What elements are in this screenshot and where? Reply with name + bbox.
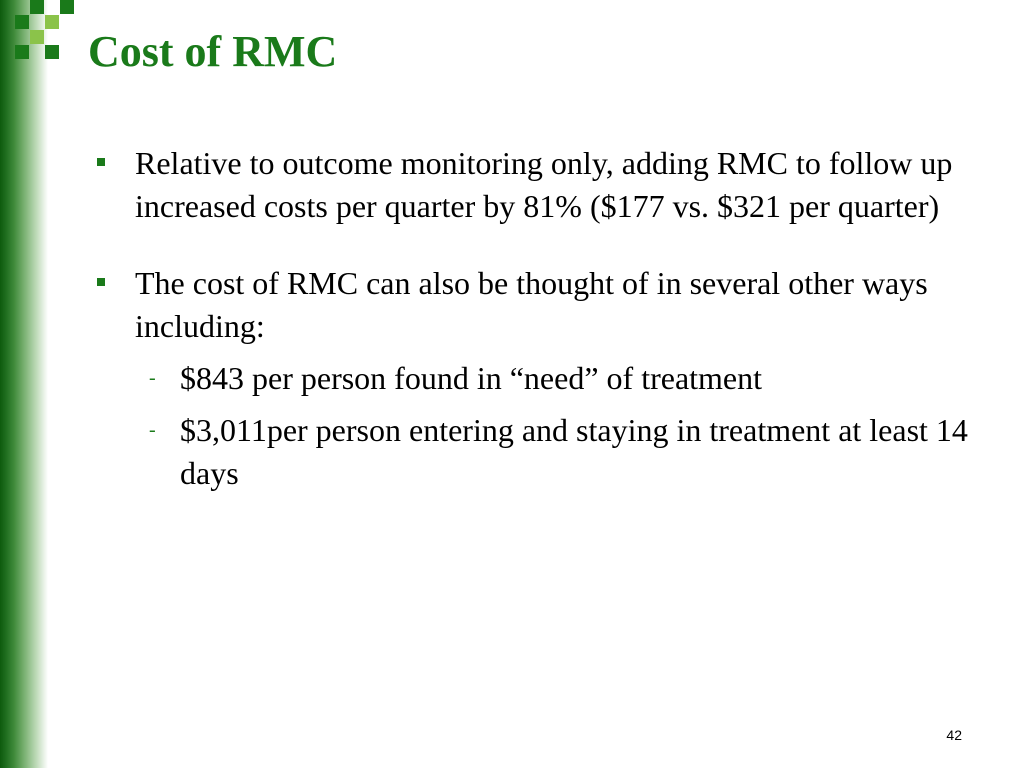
checker-logo-icon <box>0 0 90 70</box>
square-bullet-icon <box>97 158 105 166</box>
sub-list <box>135 357 976 495</box>
slide-body <box>96 142 976 504</box>
dash-marker: - <box>149 419 156 441</box>
dash-marker: - <box>149 367 156 389</box>
sub-item <box>135 409 976 495</box>
sub-item-text: $843 per person found in “need” of treatment <box>180 360 763 396</box>
left-decorative-bar <box>0 0 48 768</box>
bullet-text: Relative to outcome monitoring only, adding RMC to follow up increased costs per quarter by 81% ($177 vs. $321 per quarter) <box>135 145 953 224</box>
square-bullet-icon <box>97 278 105 286</box>
sub-item-text: $3,011per person entering and staying in treatment at least 14 days <box>180 412 968 491</box>
slide-title: Cost of RMC <box>88 27 338 76</box>
bullet-item <box>96 262 976 495</box>
page-number: 42 <box>946 727 962 743</box>
bullet-text: The cost of RMC can also be thought of in several other ways including: <box>135 265 928 344</box>
bullet-item <box>96 142 976 228</box>
sub-item <box>135 357 976 400</box>
